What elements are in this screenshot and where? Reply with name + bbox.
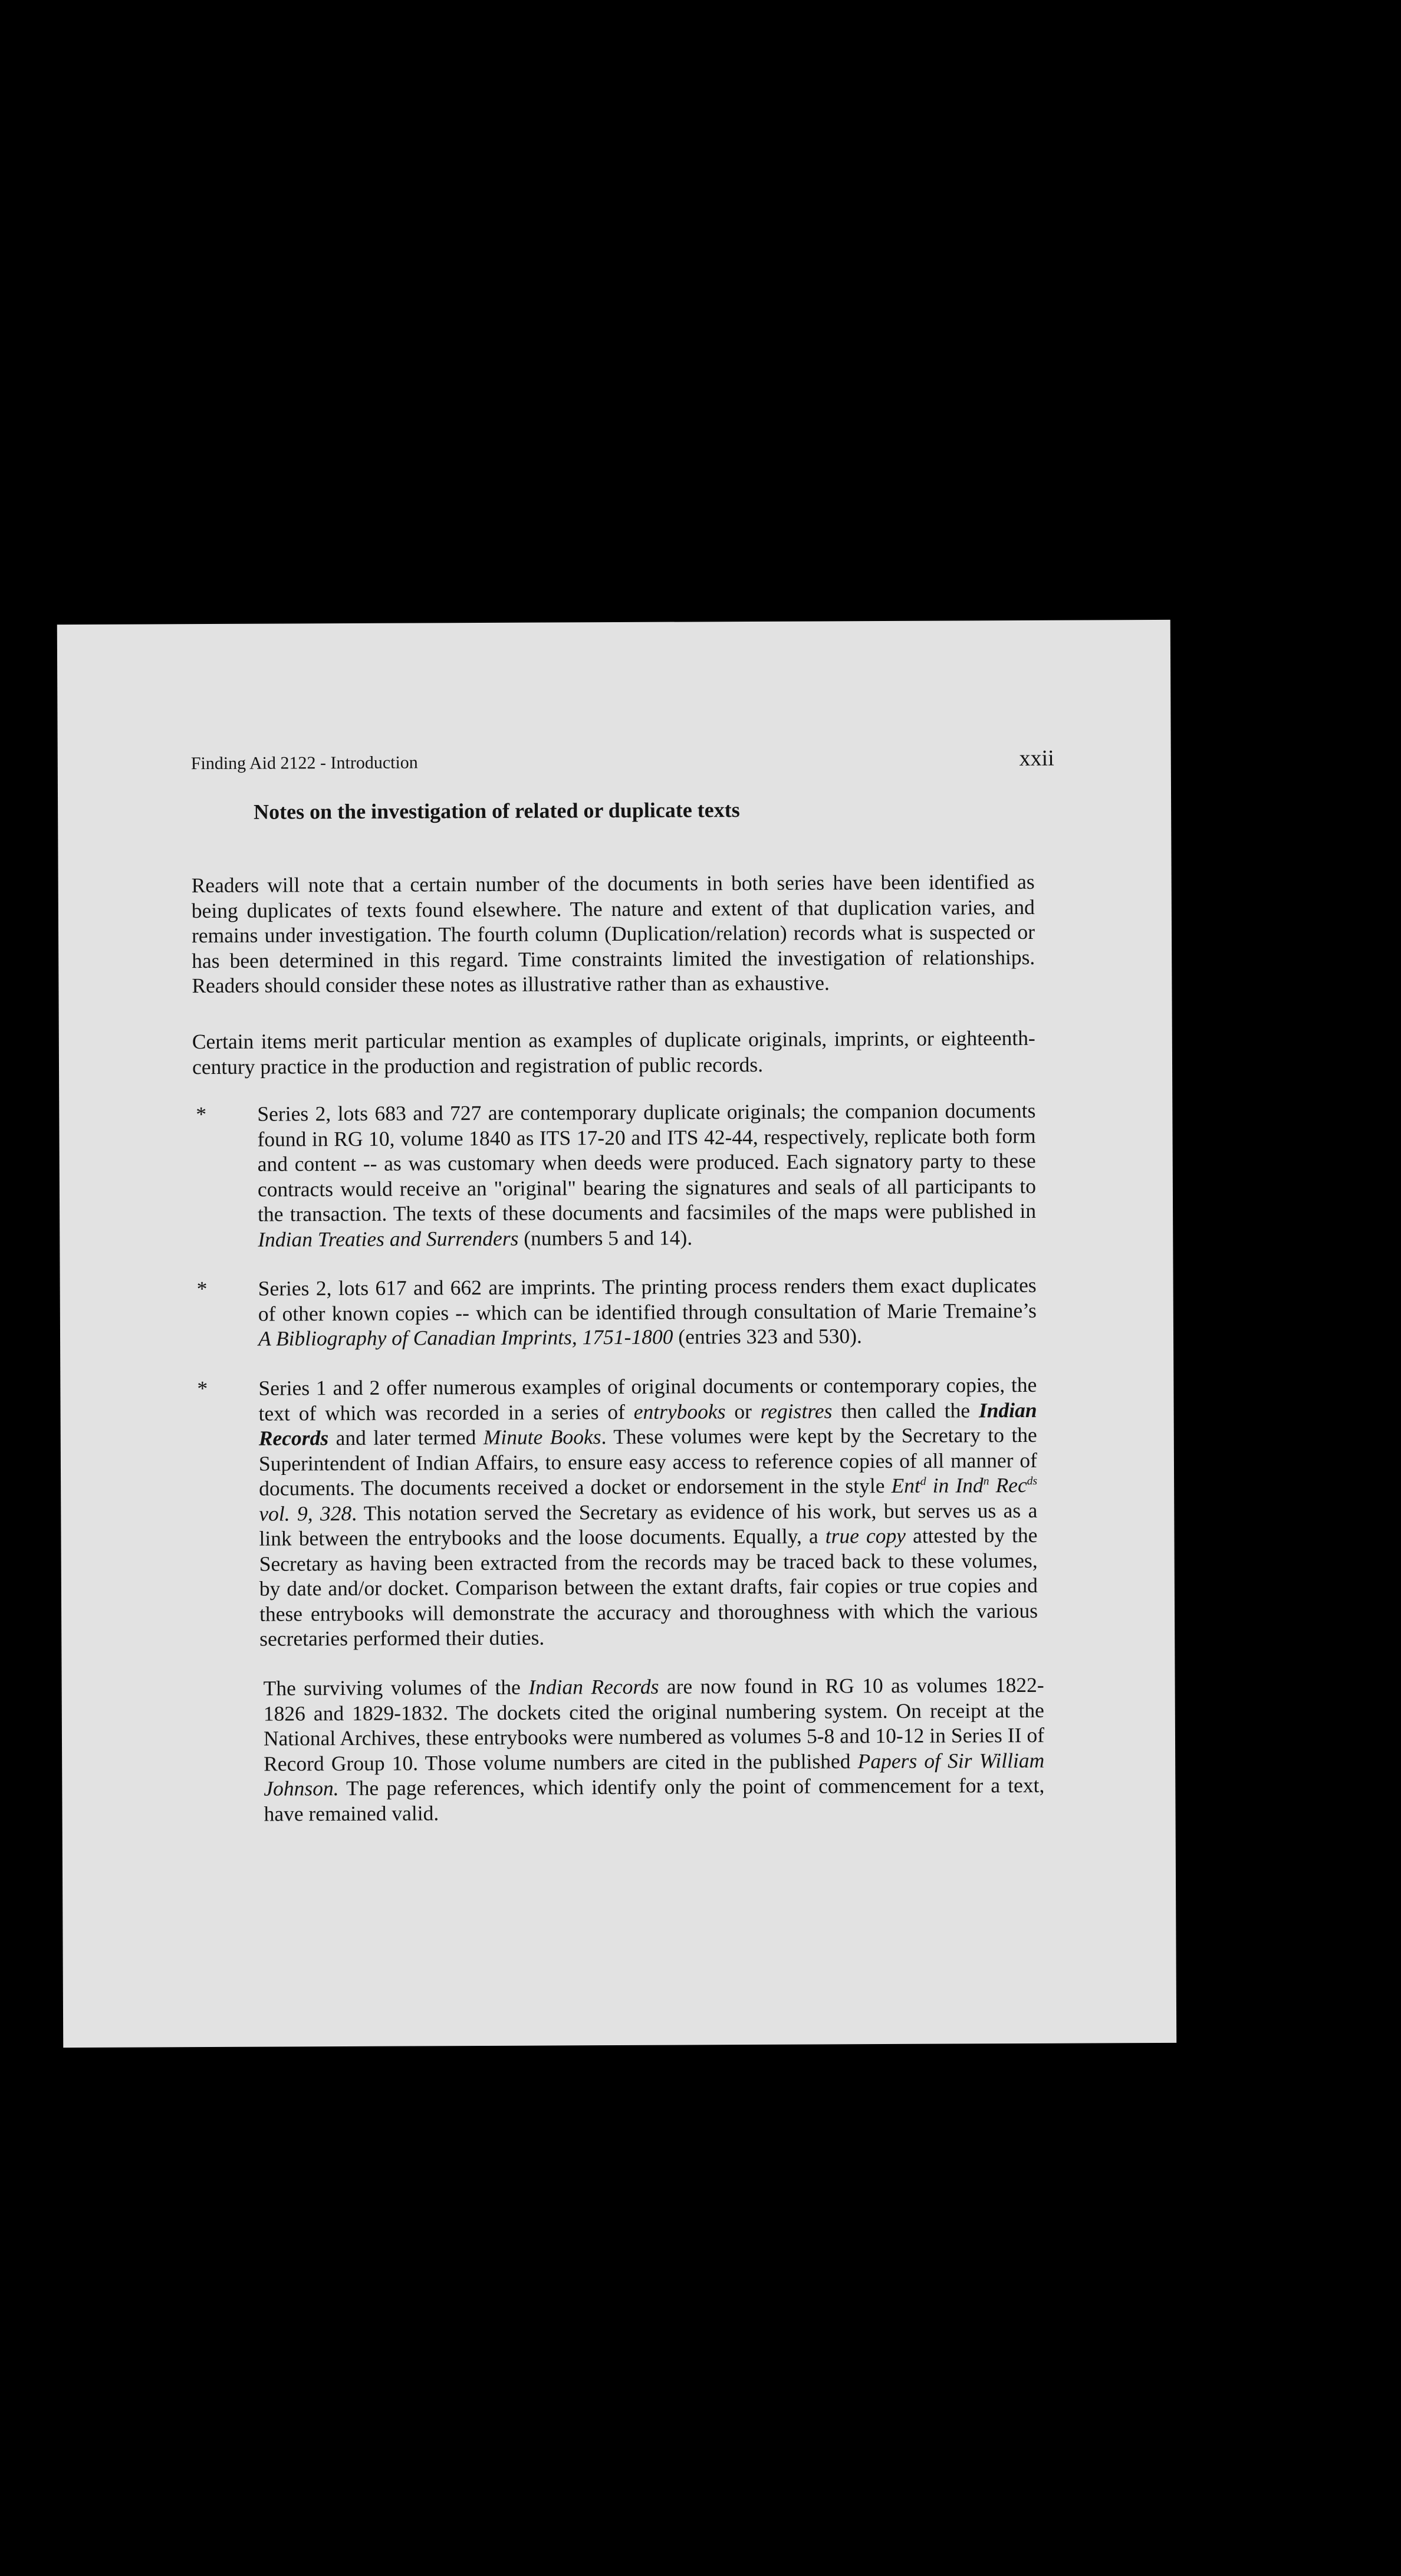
paragraph-surviving-volumes: The surviving volumes of the Indian Records are now found in RG 10 as volumes 1822-1826 and 1829-1832. The dockets cited the original numbering system. On receipt at the National Archives, these entrybooks were numbered as volumes 5-8 and 10-12 in Series II of Record Group 10. Those volume numbers are cited in the published Papers of Sir William Johnson. The page references, which identify only the point of commencement for a text, have remained valid.: [263, 1673, 1045, 1826]
docket-notation: Ent$^d$ in Ind$^n$ Rec$^{ds}$ vol. 9, 328: [259, 1473, 1038, 1526]
italic-title: A Bibliography of Canadian Imprints, 1751-1800: [258, 1325, 673, 1351]
document-page: [57, 620, 1177, 2048]
bullet-text: Series 2, lots 683 and 727 are contemporary duplicate originals; the companion documents found in RG 10, volume 1840 as ITS 17-20 and ITS 42-44, respectively, replicate both form and content -- as was customary when deeds were produced. Each signatory party to these contracts would receive an "original" bearing the signatures and seals of all participants to the transaction. The texts of these documents and facsimiles of the maps were published in Indian Treaties and Surrenders (numbers 5 and 14).: [257, 1098, 1037, 1251]
bullet-text: Series 2, lots 617 and 662 are imprints. The printing process renders them exact duplicates of other known copies -- which can be identified through consultation of Marie Tremaine’s A Bibliography of Canadian Imprints, 1751-1800 (entries 323 and 530).: [258, 1273, 1037, 1351]
bold-italic-term: Indian Records: [258, 1398, 1037, 1450]
bullet-asterisk: *: [196, 1277, 208, 1301]
italic-title: Indian Treaties and Surrenders: [258, 1226, 519, 1251]
page-number: xxii: [1019, 745, 1054, 771]
bullet-item-duplicate-originals: [192, 1098, 1036, 1252]
running-head: Finding Aid 2122 - Introduction: [190, 753, 418, 774]
bullet-item-entrybooks: [193, 1372, 1038, 1652]
bullet-text: Series 1 and 2 offer numerous examples of original documents or contemporary copies, the text of which was recorded in a series of entrybooks or registres then called the Indian Records and later termed Minute Books. These volumes were kept by the Secretary to the Superintendent of Indian Affairs, to ensure easy access to reference copies of all manner of documents. The documents received a docket or endorsement in the style Ent$^d$ in Ind$^n$ Rec$^{ds}$ vol. 9, 328. This notation served the Secretary as evidence of his work, but serves us as a link between the entrybooks and the loose documents. Equally, a true copy attested by the Secretary as having been extracted from the records may be traced back to these volumes, by date and/or docket. Comparison between the extant drafts, fair copies or true copies and these entrybooks will demonstrate the accuracy and thoroughness with which the various secretaries performed their duties.: [258, 1372, 1038, 1651]
paragraph-examples: Certain items merit particular mention as examples of duplicate originals, imprints, or eighteenth-century practice in the production and registration of public records.: [192, 1026, 1035, 1079]
section-title: Notes on the investigation of related or duplicate texts: [254, 798, 740, 824]
bullet-item-imprints: [193, 1273, 1037, 1352]
bullet-asterisk: *: [197, 1376, 208, 1401]
bullet-asterisk: *: [196, 1102, 207, 1126]
paragraph-intro: Readers will note that a certain number of the documents in both series have been identified as being duplicates of texts found elsewhere. The nature and extent of that duplication varies, and remains under investigation. The fourth column (Duplication/relation) records what is suspected or has been determined in this regard. Time constraints limited the investigation of relationships. Readers should consider these notes as illustrative rather than as exhaustive.: [191, 869, 1035, 998]
